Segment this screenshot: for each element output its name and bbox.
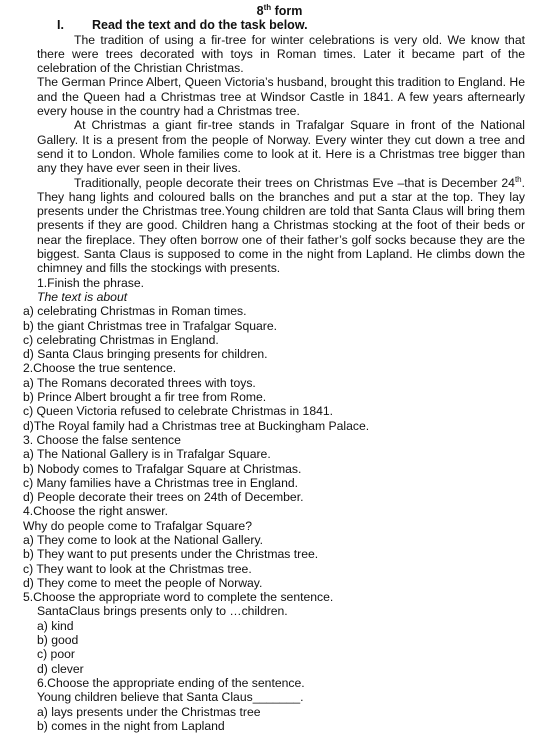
form-number: 8: [256, 4, 264, 18]
task-6-prompt: Young children believe that Santa Claus_______.: [37, 690, 304, 705]
form-word: form: [274, 4, 303, 18]
task-4-title: 4.Choose the right answer.: [23, 504, 168, 519]
task-2-option-b: b) Prince Albert brought a fir tree from Rome.: [23, 390, 267, 405]
task-3-option-d: d) People decorate their trees on 24th of December.: [23, 490, 304, 505]
task-4-prompt: Why do people come to Trafalgar Square?: [23, 518, 252, 533]
task-4-option-d: d) They come to meet the people of Norway.: [23, 575, 263, 590]
task-5-title: 5.Choose the appropriate word to complete the sentence.: [23, 590, 334, 605]
task-2-option-d: d)The Royal family had a Christmas tree at Buckingham Palace.: [23, 418, 370, 433]
section-number: I.: [57, 18, 64, 33]
paragraph-4-start: Traditionally, people decorate their trees on Christmas Eve –that is December 24: [74, 175, 515, 190]
task-1-option-c: c) celebrating Christmas in England.: [23, 332, 219, 347]
task-4-option-a: a) They come to look at the National Gallery.: [23, 532, 264, 547]
task-3-option-a: a) The National Gallery is in Trafalgar Square.: [23, 447, 271, 462]
reading-paragraph-4: [37, 176, 525, 276]
reading-paragraph-1: The tradition of using a fir-tree for winter celebrations is very old. We know that there were trees decorated with toys in Roman times. Later it became part of the celebration of the Christian Christmas.: [37, 32, 525, 76]
task-1-title: 1.Finish the phrase.: [37, 275, 145, 290]
task-2-option-a: a) The Romans decorated threes with toys.: [23, 375, 256, 390]
task-2-option-c: c) Queen Victoria refused to celebrate Christmas in 1841.: [23, 404, 334, 419]
task-4-option-b: b) They want to put presents under the Christmas tree.: [23, 547, 319, 562]
form-number-suffix: th: [263, 2, 272, 12]
task-6-option-a: a) lays presents under the Christmas tree: [37, 704, 261, 719]
task-5-prompt: SantaClaus brings presents only to …children.: [37, 604, 288, 619]
task-1-option-d: d) Santa Claus bringing presents for children.: [23, 347, 268, 362]
task-3-option-c: c) Many families have a Christmas tree in England.: [23, 475, 299, 490]
paragraph-4-rest: . They hang lights and coloured balls on the branches and put a star at the top. They lay presents under the Christmas tree.Young children are told that Santa Claus will bring them presents if they are good. Children hang a Christmas stocking at the foot of their beds or near the fireplace. They often borrow one of their father’s golf socks because they are the biggest. Santa Claus is supposed to come in the night from Lapland. He climbs down the chimney and fills the stockings with presents.: [37, 175, 525, 276]
task-3-option-b: b) Nobody comes to Trafalgar Square at Christmas.: [23, 461, 302, 476]
reading-paragraph-2: The German Prince Albert, Queen Victoria’s husband, brought this tradition to England. He and the Queen had a Christmas tree at Windsor Castle in 1841. A few years afternearly every house in the country had a Christmas tree.: [37, 75, 526, 119]
task-3-title: 3. Choose the false sentence: [23, 432, 181, 447]
reading-paragraph-3: At Christmas a giant fir-tree stands in Trafalgar Square in front of the National Gallery. It is a present from the people of Norway. Every winter they cut down a tree and send it to London. Whole families come to look at it. Here is a Christmas tree bigger than any they have ever seen in their lives.: [37, 118, 525, 176]
task-4-option-c: c) They want to look at the Christmas tree.: [23, 561, 252, 576]
form-title: [0, 4, 535, 18]
task-5-option-a: a) kind: [37, 618, 74, 633]
task-6-title: 6.Choose the appropriate ending of the sentence.: [37, 675, 305, 690]
task-2-title: 2.Choose the true sentence.: [23, 361, 177, 376]
task-1-option-b: b) the giant Christmas tree in Trafalgar Square.: [23, 318, 278, 333]
task-5-option-d: d) clever: [37, 661, 84, 676]
paragraph-4-sup: th: [514, 174, 522, 184]
task-5-option-b: b) good: [37, 633, 79, 648]
task-1-option-a: a) celebrating Christmas in Roman times.: [23, 304, 247, 319]
task-6-option-b: b) comes in the night from Lapland: [37, 718, 225, 733]
task-5-option-c: c) poor: [37, 647, 75, 662]
task-instruction: Read the text and do the task below.: [92, 18, 308, 33]
task-heading: [57, 18, 535, 32]
task-1-prompt: The text is about: [37, 289, 128, 304]
